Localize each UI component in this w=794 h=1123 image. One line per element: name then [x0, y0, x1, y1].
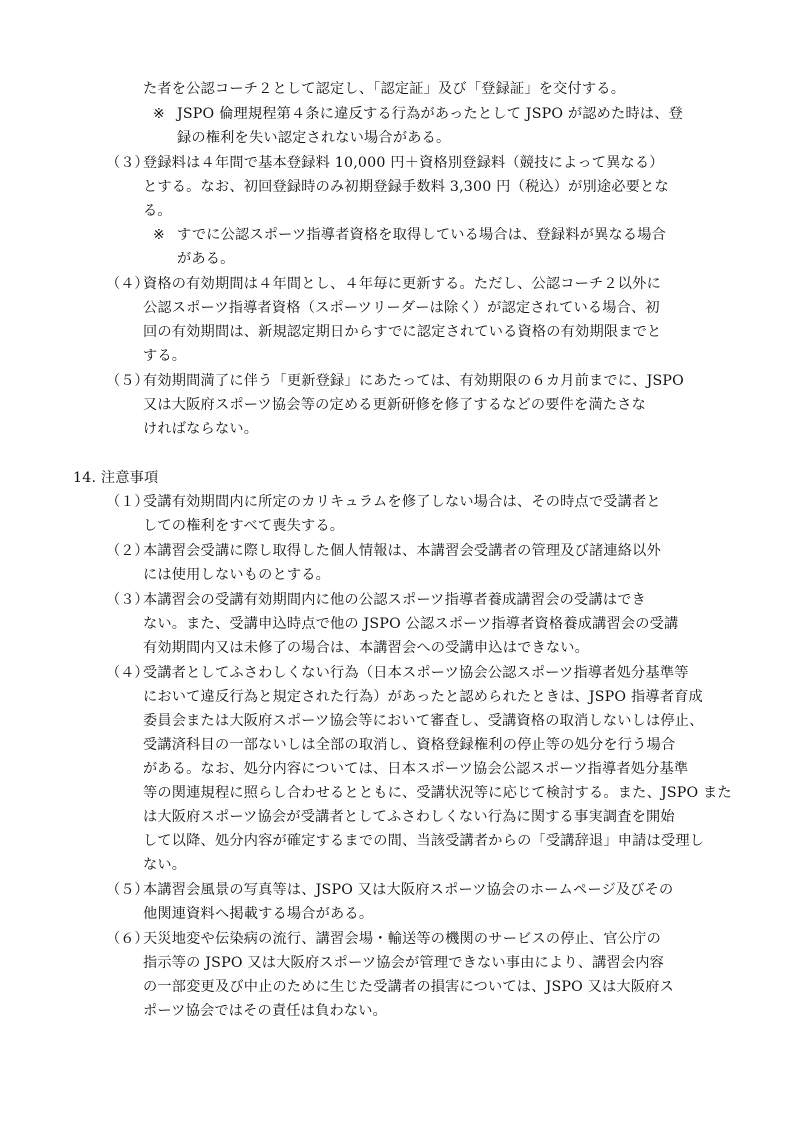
- paragraph-line: た者を公認コーチ２として認定し、「認定証」及び「登録証」を交付する。: [143, 81, 626, 97]
- item-line: とする。なお、初回登録時のみ初期登録手数料 3,300 円（税込）が別途必要とな: [143, 179, 669, 195]
- item-line: の一部変更及び中止のために生じた受講者の損害については、JSPO 又は大阪府ス: [143, 979, 674, 995]
- item-line: には使用しないものとする。: [143, 567, 331, 583]
- item-number: （６）: [106, 931, 149, 947]
- item-line: 委員会または大阪府スポーツ協会等において審査し、受講資格の取消しないしは停止、: [143, 713, 704, 729]
- item-line: 本講習会受講に際し取得した個人情報は、本講習会受講者の管理及び諸連絡以外: [143, 543, 661, 559]
- item-line: 有効期間満了に伴う「更新登録」にあたっては、有効期限の６カ月前までに、JSPO: [143, 373, 684, 389]
- item-line: 資格の有効期間は４年間とし、４年毎に更新する。ただし、公認コーチ２以外に: [143, 276, 661, 292]
- item-line: ポーツ協会ではその責任は負わない。: [143, 1003, 388, 1019]
- item-line: ない。: [143, 857, 187, 873]
- note-line: 録の権利を失い認定されない場合がある。: [177, 130, 451, 146]
- item-line: 登録料は４年間で基本登録料 10,000 円＋資格別登録料（競技によって異なる）: [143, 155, 664, 171]
- item-line: 等の関連規程に照らし合わせるとともに、受講状況等に応じて検討する。また、JSPO また: [143, 785, 732, 801]
- item-number: （３）: [106, 592, 149, 608]
- item-line: 天災地変や伝染病の流行、講習会場・輸送等の機関のサービスの停止、官公庁の: [143, 931, 661, 947]
- note-line: JSPO 倫理規程第４条に違反する行為があったとして JSPO が認めた時は、登: [177, 106, 683, 122]
- item-number: （５）: [106, 882, 149, 898]
- item-line: 受講者としてふさわしくない行為（日本スポーツ協会公認スポーツ指導者処分基準等: [143, 665, 689, 681]
- item-line: 本講習会風景の写真等は、JSPO 又は大阪府スポーツ協会のホームページ及びその: [143, 882, 674, 898]
- item-line: 他関連資料へ掲載する場合がある。: [143, 906, 374, 922]
- item-line: 受講有効期間内に所定のカリキュラムを修了しない場合は、その時点で受講者と: [143, 494, 661, 510]
- note-mark: ※: [153, 106, 165, 122]
- item-number: （５）: [106, 373, 149, 389]
- item-number: （４）: [106, 276, 149, 292]
- item-line: 指示等の JSPO 又は大阪府スポーツ協会が管理できない事由により、講習会内容: [143, 955, 665, 971]
- item-line: しての権利をすべて喪失する。: [143, 518, 345, 534]
- item-number: （３）: [106, 155, 149, 171]
- item-line: ければならない。: [143, 421, 259, 437]
- item-line: がある。なお、処分内容については、日本スポーツ協会公認スポーツ指導者処分基準: [143, 761, 689, 777]
- item-number: （４）: [106, 665, 149, 681]
- item-line: において違反行為と規定された行為）があったと認められたときは、JSPO 指導者育成: [143, 689, 703, 705]
- note-line: がある。: [177, 251, 235, 267]
- item-line: 回の有効期間は、新規認定期日からすでに認定されている資格の有効期限までと: [143, 324, 662, 340]
- section-heading: 14. 注意事項: [73, 470, 159, 486]
- item-line: 本講習会の受講有効期間内に他の公認スポーツ指導者養成講習会の受講はでき: [143, 592, 646, 608]
- item-line: ない。また、受講申込時点で他の JSPO 公認スポーツ指導者資格養成講習会の受講: [143, 616, 679, 632]
- item-number: （１）: [106, 494, 149, 510]
- item-line: 有効期間内又は未修了の場合は、本講習会への受講申込はできない。: [143, 640, 590, 656]
- item-number: （２）: [106, 543, 149, 559]
- item-line: 公認スポーツ指導者資格（スポーツリーダーは除く）が認定されている場合、初: [143, 300, 660, 316]
- item-line: 受講済科目の一部ないしは全部の取消し、資格登録権利の停止等の処分を行う場合: [143, 737, 676, 753]
- note-mark: ※: [153, 227, 165, 243]
- item-line: する。: [143, 348, 187, 364]
- item-line: 又は大阪府スポーツ協会等の定める更新研修を修了するなどの要件を満たさな: [143, 397, 646, 413]
- note-line: すでに公認スポーツ指導者資格を取得している場合は、登録料が異なる場合: [177, 227, 667, 243]
- item-line: して以降、処分内容が確定するまでの間、当該受講者からの「受講辞退」申請は受理し: [143, 833, 705, 849]
- item-line: は大阪府スポーツ協会が受講者としてふさわしくない行為に関する事実調査を開始: [143, 809, 675, 825]
- item-line: る。: [143, 203, 172, 219]
